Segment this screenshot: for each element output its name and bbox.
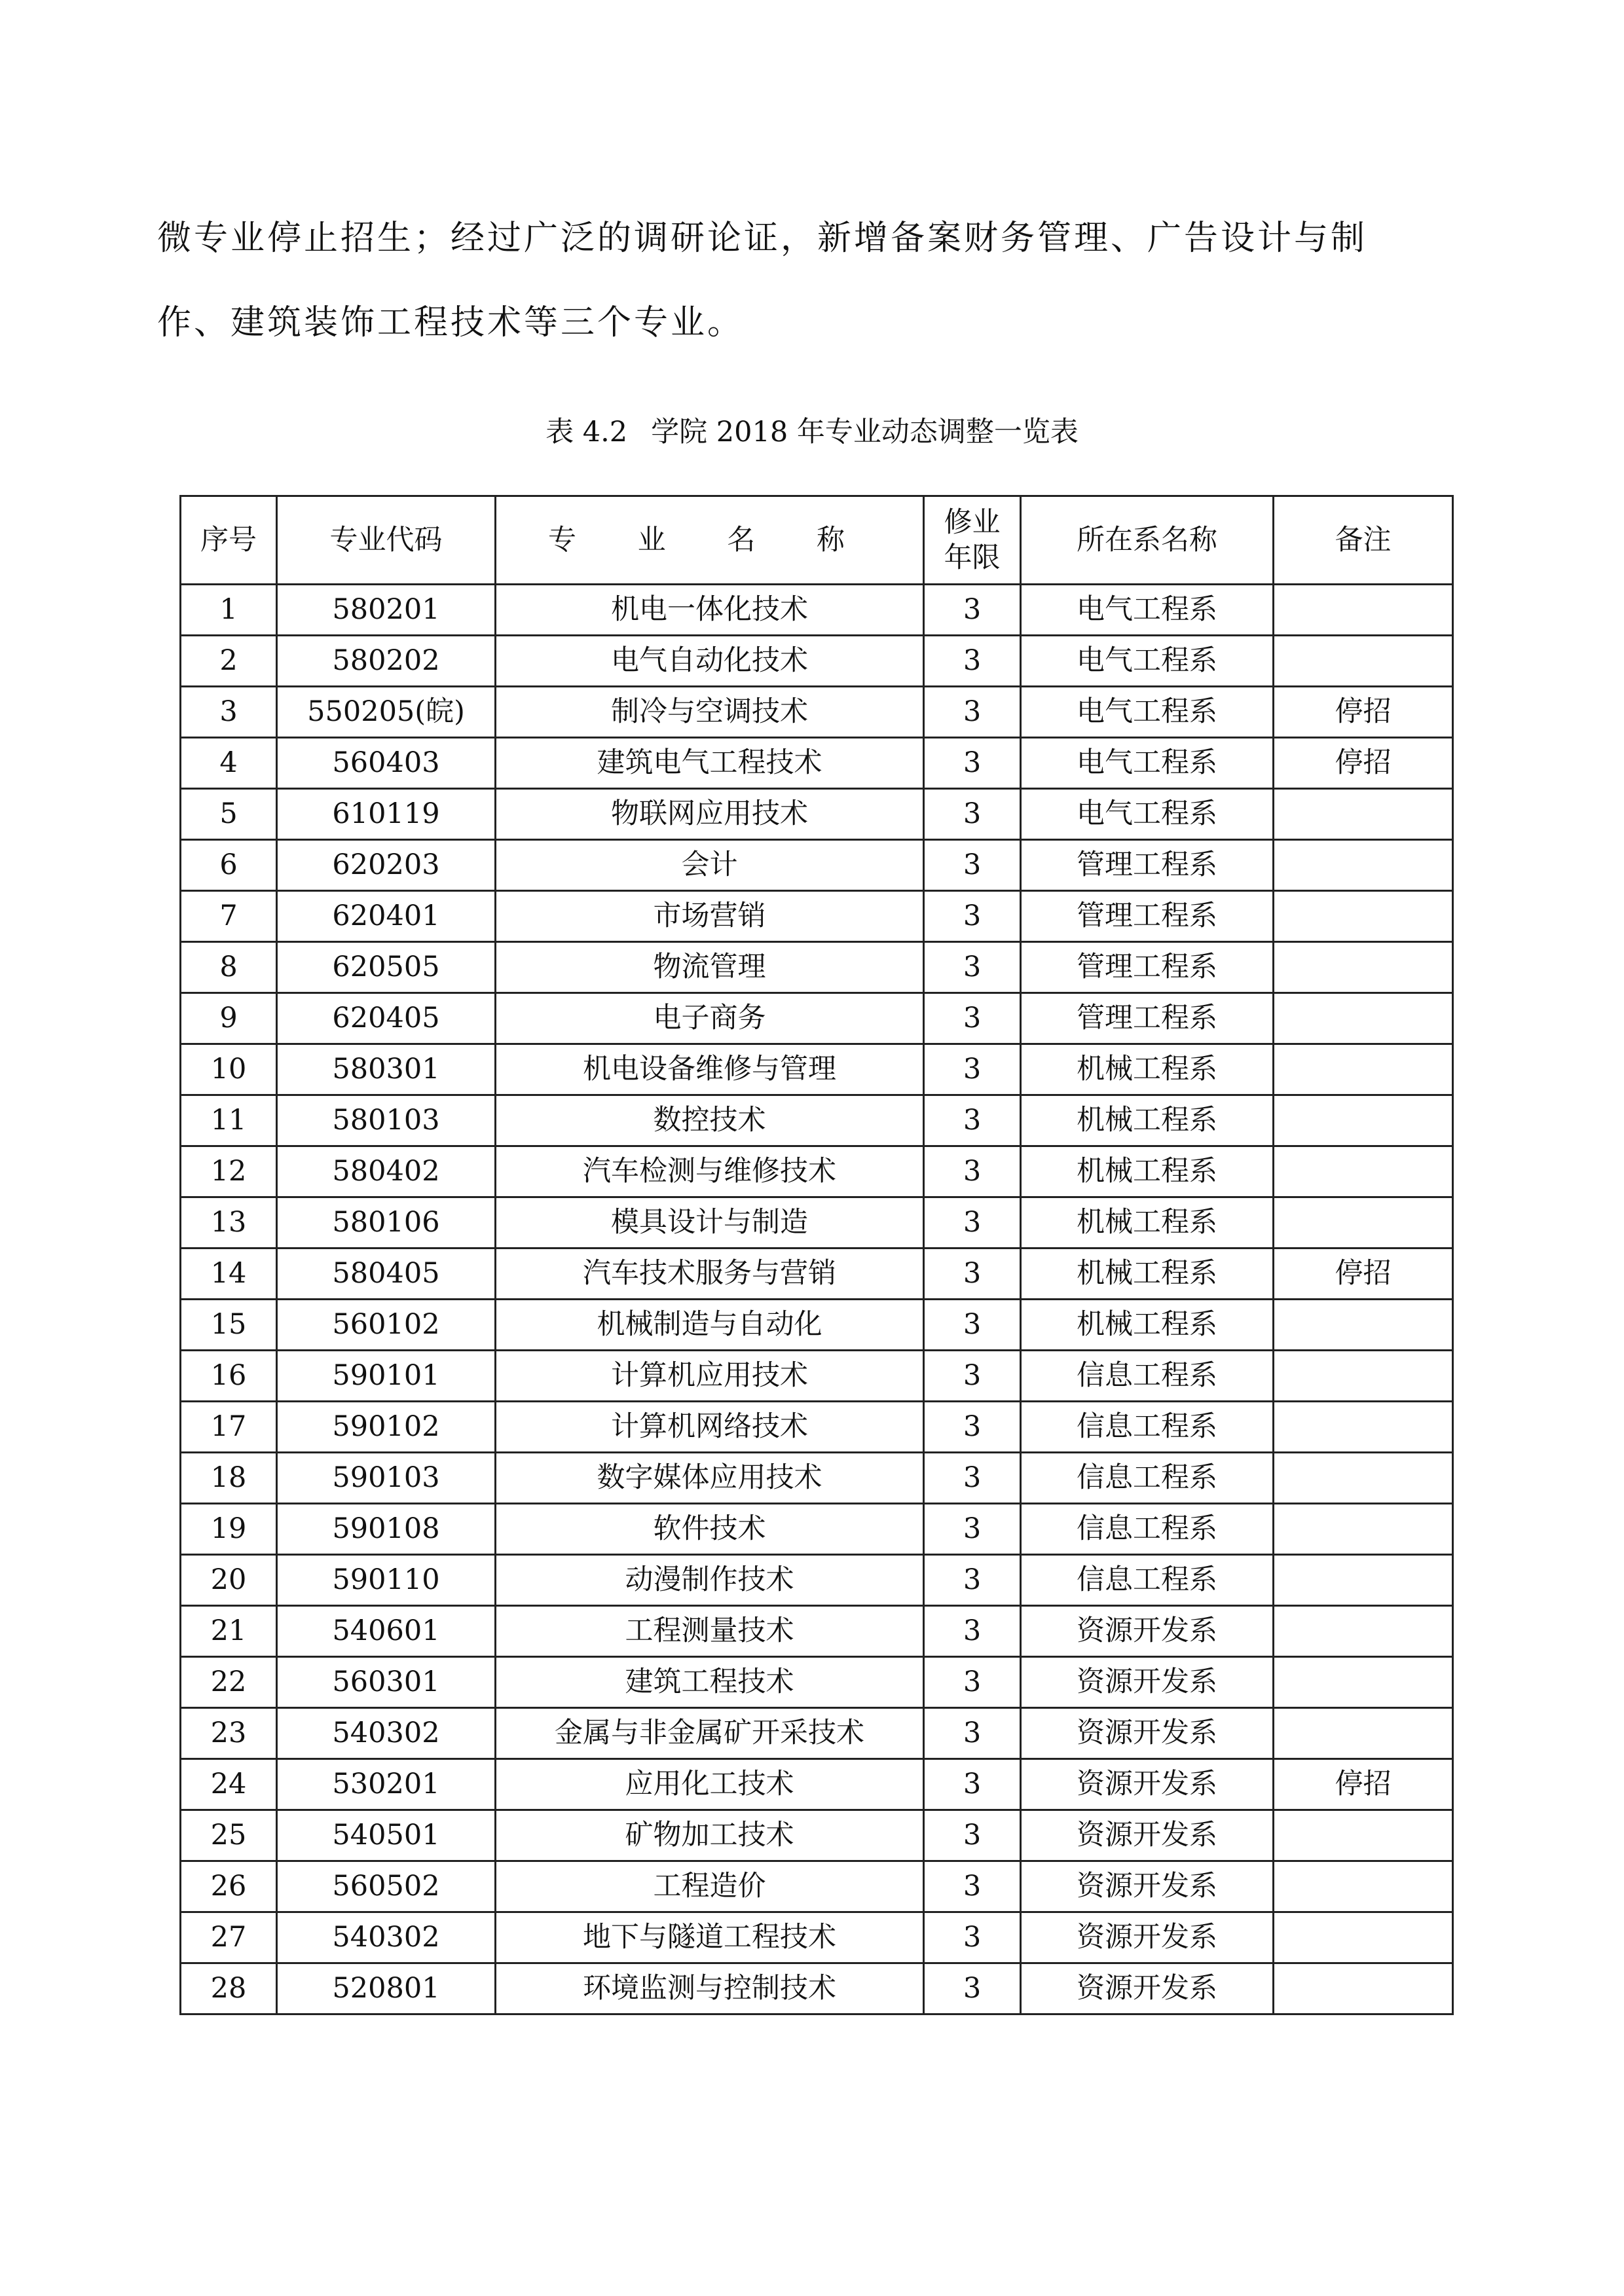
cell-name: 数字媒体应用技术 xyxy=(496,1453,924,1504)
cell-note xyxy=(1274,1351,1453,1402)
cell-seq: 24 xyxy=(181,1759,277,1810)
cell-dept: 管理工程系 xyxy=(1021,891,1274,942)
cell-note xyxy=(1274,636,1453,687)
cell-name: 计算机应用技术 xyxy=(496,1351,924,1402)
table-row xyxy=(181,1197,1453,1248)
cell-years: 3 xyxy=(924,1248,1021,1300)
cell-years: 3 xyxy=(924,1351,1021,1402)
cell-dept: 机械工程系 xyxy=(1021,1197,1274,1248)
cell-dept: 电气工程系 xyxy=(1021,585,1274,636)
table-row xyxy=(181,738,1453,789)
cell-note: 停招 xyxy=(1274,1759,1453,1810)
cell-note xyxy=(1274,1044,1453,1095)
cell-seq: 28 xyxy=(181,1963,277,2014)
cell-code: 590102 xyxy=(277,1402,496,1453)
cell-note xyxy=(1274,585,1453,636)
cell-seq: 25 xyxy=(181,1810,277,1861)
cell-name: 工程造价 xyxy=(496,1861,924,1912)
table-row xyxy=(181,1146,1453,1197)
cell-note xyxy=(1274,1708,1453,1759)
cell-seq: 19 xyxy=(181,1504,277,1555)
cell-code: 580202 xyxy=(277,636,496,687)
cell-note xyxy=(1274,993,1453,1044)
cell-code: 580301 xyxy=(277,1044,496,1095)
cell-years: 3 xyxy=(924,1146,1021,1197)
cell-years: 3 xyxy=(924,1606,1021,1657)
cell-dept: 资源开发系 xyxy=(1021,1708,1274,1759)
cell-seq: 14 xyxy=(181,1248,277,1300)
cell-note: 停招 xyxy=(1274,687,1453,738)
cell-note xyxy=(1274,1861,1453,1912)
cell-note xyxy=(1274,789,1453,840)
cell-note xyxy=(1274,1402,1453,1453)
cell-name: 建筑电气工程技术 xyxy=(496,738,924,789)
cell-dept: 资源开发系 xyxy=(1021,1657,1274,1708)
table-row xyxy=(181,687,1453,738)
cell-dept: 电气工程系 xyxy=(1021,789,1274,840)
table-row xyxy=(181,1504,1453,1555)
table-row xyxy=(181,1300,1453,1351)
table-row xyxy=(181,942,1453,993)
table-row xyxy=(181,1657,1453,1708)
cell-name: 物联网应用技术 xyxy=(496,789,924,840)
cell-dept: 机械工程系 xyxy=(1021,1248,1274,1300)
cell-code: 580402 xyxy=(277,1146,496,1197)
cell-years: 3 xyxy=(924,1402,1021,1453)
table-row xyxy=(181,1861,1453,1912)
table-row xyxy=(181,1248,1453,1300)
table-body xyxy=(181,585,1453,2014)
cell-seq: 20 xyxy=(181,1555,277,1606)
cell-name: 环境监测与控制技术 xyxy=(496,1963,924,2014)
table-caption xyxy=(0,412,1624,452)
cell-years: 3 xyxy=(924,1044,1021,1095)
cell-seq: 9 xyxy=(181,993,277,1044)
cell-seq: 7 xyxy=(181,891,277,942)
table-row xyxy=(181,1963,1453,2014)
cell-code: 540302 xyxy=(277,1912,496,1963)
cell-years: 3 xyxy=(924,585,1021,636)
majors-adjustment-table xyxy=(179,495,1454,2015)
cell-code: 590110 xyxy=(277,1555,496,1606)
header-years xyxy=(924,496,1021,585)
cell-dept: 机械工程系 xyxy=(1021,1044,1274,1095)
header-code: 专业代码 xyxy=(277,496,496,585)
cell-years: 3 xyxy=(924,1861,1021,1912)
cell-code: 560102 xyxy=(277,1300,496,1351)
cell-seq: 12 xyxy=(181,1146,277,1197)
cell-seq: 13 xyxy=(181,1197,277,1248)
header-years-line1: 修业 xyxy=(944,506,1001,539)
table-row xyxy=(181,1912,1453,1963)
cell-note xyxy=(1274,1453,1453,1504)
cell-note xyxy=(1274,1146,1453,1197)
cell-dept: 电气工程系 xyxy=(1021,687,1274,738)
cell-code: 580201 xyxy=(277,585,496,636)
header-name: 专 业 名 称 xyxy=(496,496,924,585)
cell-name: 电气自动化技术 xyxy=(496,636,924,687)
cell-years: 3 xyxy=(924,636,1021,687)
table-row xyxy=(181,1351,1453,1402)
cell-name: 工程测量技术 xyxy=(496,1606,924,1657)
cell-seq: 2 xyxy=(181,636,277,687)
cell-seq: 11 xyxy=(181,1095,277,1146)
cell-years: 3 xyxy=(924,1708,1021,1759)
cell-name: 建筑工程技术 xyxy=(496,1657,924,1708)
cell-note xyxy=(1274,942,1453,993)
cell-years: 3 xyxy=(924,687,1021,738)
cell-seq: 8 xyxy=(181,942,277,993)
cell-years: 3 xyxy=(924,1453,1021,1504)
cell-years: 3 xyxy=(924,1504,1021,1555)
cell-name: 制冷与空调技术 xyxy=(496,687,924,738)
cell-code: 580106 xyxy=(277,1197,496,1248)
cell-name: 物流管理 xyxy=(496,942,924,993)
cell-note xyxy=(1274,1810,1453,1861)
header-dept: 所在系名称 xyxy=(1021,496,1274,585)
cell-name: 电子商务 xyxy=(496,993,924,1044)
cell-note xyxy=(1274,891,1453,942)
cell-note xyxy=(1274,1197,1453,1248)
table-row xyxy=(181,1044,1453,1095)
cell-seq: 6 xyxy=(181,840,277,891)
body-paragraph-line-2: 作、建筑装饰工程技术等三个专业。 xyxy=(157,303,745,342)
cell-code: 530201 xyxy=(277,1759,496,1810)
cell-years: 3 xyxy=(924,1657,1021,1708)
cell-dept: 信息工程系 xyxy=(1021,1402,1274,1453)
cell-name: 汽车检测与维修技术 xyxy=(496,1146,924,1197)
cell-seq: 26 xyxy=(181,1861,277,1912)
cell-name: 动漫制作技术 xyxy=(496,1555,924,1606)
cell-seq: 1 xyxy=(181,585,277,636)
cell-code: 520801 xyxy=(277,1963,496,2014)
cell-name: 市场营销 xyxy=(496,891,924,942)
cell-name: 机电一体化技术 xyxy=(496,585,924,636)
cell-dept: 管理工程系 xyxy=(1021,993,1274,1044)
cell-code: 620505 xyxy=(277,942,496,993)
cell-code: 590108 xyxy=(277,1504,496,1555)
cell-code: 590101 xyxy=(277,1351,496,1402)
cell-dept: 资源开发系 xyxy=(1021,1963,1274,2014)
cell-code: 610119 xyxy=(277,789,496,840)
cell-years: 3 xyxy=(924,1300,1021,1351)
cell-name: 矿物加工技术 xyxy=(496,1810,924,1861)
cell-dept: 资源开发系 xyxy=(1021,1810,1274,1861)
cell-note xyxy=(1274,1300,1453,1351)
cell-dept: 资源开发系 xyxy=(1021,1606,1274,1657)
cell-note xyxy=(1274,1095,1453,1146)
cell-note xyxy=(1274,1657,1453,1708)
cell-seq: 10 xyxy=(181,1044,277,1095)
table-row xyxy=(181,1555,1453,1606)
cell-code: 560403 xyxy=(277,738,496,789)
cell-code: 540302 xyxy=(277,1708,496,1759)
cell-code: 590103 xyxy=(277,1453,496,1504)
cell-code: 620401 xyxy=(277,891,496,942)
table-caption-label: 表 4.2 xyxy=(545,416,628,448)
table-caption-title: 学院 2018 年专业动态调整一览表 xyxy=(651,416,1079,448)
cell-code: 550205(皖) xyxy=(277,687,496,738)
cell-note: 停招 xyxy=(1274,1248,1453,1300)
cell-seq: 16 xyxy=(181,1351,277,1402)
cell-years: 3 xyxy=(924,840,1021,891)
table-row xyxy=(181,1453,1453,1504)
table-row xyxy=(181,585,1453,636)
cell-dept: 电气工程系 xyxy=(1021,738,1274,789)
table-row xyxy=(181,1095,1453,1146)
table-row xyxy=(181,891,1453,942)
cell-code: 620405 xyxy=(277,993,496,1044)
cell-seq: 4 xyxy=(181,738,277,789)
table-row xyxy=(181,1606,1453,1657)
cell-name: 软件技术 xyxy=(496,1504,924,1555)
cell-seq: 23 xyxy=(181,1708,277,1759)
table-row xyxy=(181,789,1453,840)
table-row xyxy=(181,1402,1453,1453)
table-header-row xyxy=(181,496,1453,585)
cell-dept: 管理工程系 xyxy=(1021,942,1274,993)
cell-years: 3 xyxy=(924,1912,1021,1963)
cell-years: 3 xyxy=(924,1555,1021,1606)
cell-code: 560502 xyxy=(277,1861,496,1912)
cell-years: 3 xyxy=(924,891,1021,942)
cell-years: 3 xyxy=(924,993,1021,1044)
cell-seq: 5 xyxy=(181,789,277,840)
cell-seq: 22 xyxy=(181,1657,277,1708)
cell-dept: 机械工程系 xyxy=(1021,1300,1274,1351)
cell-years: 3 xyxy=(924,1810,1021,1861)
cell-dept: 机械工程系 xyxy=(1021,1095,1274,1146)
cell-seq: 21 xyxy=(181,1606,277,1657)
cell-note xyxy=(1274,1912,1453,1963)
cell-name: 机电设备维修与管理 xyxy=(496,1044,924,1095)
cell-name: 应用化工技术 xyxy=(496,1759,924,1810)
cell-dept: 信息工程系 xyxy=(1021,1504,1274,1555)
cell-name: 金属与非金属矿开采技术 xyxy=(496,1708,924,1759)
cell-note: 停招 xyxy=(1274,738,1453,789)
cell-years: 3 xyxy=(924,942,1021,993)
cell-code: 540601 xyxy=(277,1606,496,1657)
cell-code: 580103 xyxy=(277,1095,496,1146)
cell-dept: 管理工程系 xyxy=(1021,840,1274,891)
body-paragraph-line-1: 微专业停止招生；经过广泛的调研论证，新增备案财务管理、广告设计与制 xyxy=(157,219,1368,258)
cell-dept: 资源开发系 xyxy=(1021,1861,1274,1912)
cell-seq: 3 xyxy=(181,687,277,738)
header-note: 备注 xyxy=(1274,496,1453,585)
table-row xyxy=(181,636,1453,687)
table-row xyxy=(181,1708,1453,1759)
cell-dept: 信息工程系 xyxy=(1021,1453,1274,1504)
cell-name: 地下与隧道工程技术 xyxy=(496,1912,924,1963)
cell-seq: 15 xyxy=(181,1300,277,1351)
cell-dept: 资源开发系 xyxy=(1021,1912,1274,1963)
cell-name: 数控技术 xyxy=(496,1095,924,1146)
table-row xyxy=(181,1759,1453,1810)
cell-years: 3 xyxy=(924,1759,1021,1810)
cell-dept: 信息工程系 xyxy=(1021,1351,1274,1402)
cell-years: 3 xyxy=(924,1095,1021,1146)
cell-name: 汽车技术服务与营销 xyxy=(496,1248,924,1300)
cell-years: 3 xyxy=(924,789,1021,840)
cell-seq: 18 xyxy=(181,1453,277,1504)
cell-note xyxy=(1274,1555,1453,1606)
cell-code: 540501 xyxy=(277,1810,496,1861)
cell-code: 560301 xyxy=(277,1657,496,1708)
cell-note xyxy=(1274,840,1453,891)
cell-name: 模具设计与制造 xyxy=(496,1197,924,1248)
cell-code: 620203 xyxy=(277,840,496,891)
header-seq: 序号 xyxy=(181,496,277,585)
cell-note xyxy=(1274,1963,1453,2014)
table-row xyxy=(181,840,1453,891)
cell-name: 计算机网络技术 xyxy=(496,1402,924,1453)
table-row xyxy=(181,1810,1453,1861)
cell-seq: 17 xyxy=(181,1402,277,1453)
cell-code: 580405 xyxy=(277,1248,496,1300)
cell-dept: 电气工程系 xyxy=(1021,636,1274,687)
cell-dept: 资源开发系 xyxy=(1021,1759,1274,1810)
cell-years: 3 xyxy=(924,738,1021,789)
cell-years: 3 xyxy=(924,1197,1021,1248)
cell-dept: 信息工程系 xyxy=(1021,1555,1274,1606)
cell-name: 会计 xyxy=(496,840,924,891)
cell-note xyxy=(1274,1504,1453,1555)
cell-name: 机械制造与自动化 xyxy=(496,1300,924,1351)
table-row xyxy=(181,993,1453,1044)
cell-years: 3 xyxy=(924,1963,1021,2014)
cell-note xyxy=(1274,1606,1453,1657)
cell-seq: 27 xyxy=(181,1912,277,1963)
header-years-line2: 年限 xyxy=(944,541,1001,574)
cell-dept: 机械工程系 xyxy=(1021,1146,1274,1197)
